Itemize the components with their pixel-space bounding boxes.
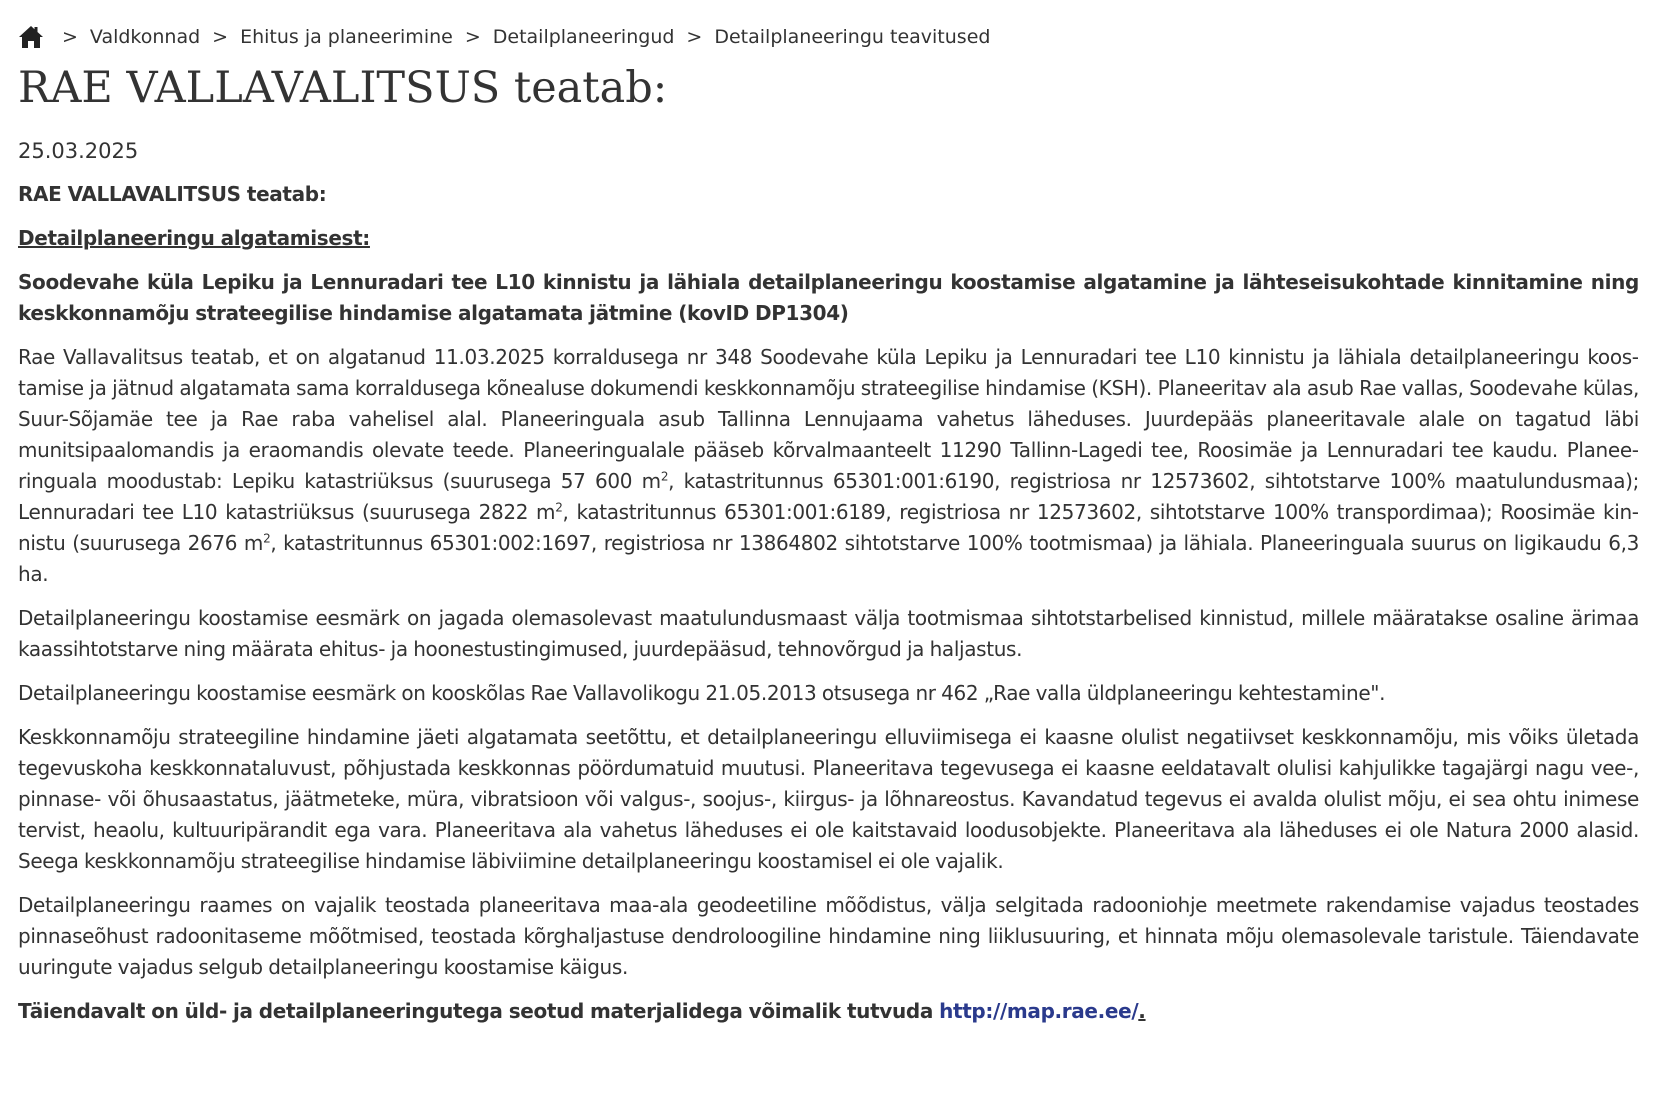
- closing-text: Täiendavalt on üld- ja detailplaneeringutega seotud materjalidega võimalik tutvuda: [18, 999, 940, 1023]
- article-lead: RAE VALLAVALITSUS teatab:: [18, 182, 327, 206]
- closing-paragraph: [18, 996, 1639, 1027]
- breadcrumb-item-detailplaneeringu-teavitused[interactable]: Detailplaneeringu teavitused: [714, 26, 991, 48]
- section-heading: Detailplaneeringu algatamisest:: [18, 226, 370, 250]
- superscript-unit: 2: [660, 469, 669, 484]
- breadcrumb-item-valdkonnad[interactable]: Valdkonnad: [89, 26, 201, 48]
- closing-tail: .: [1138, 999, 1146, 1023]
- breadcrumb-item-ehitus-ja-planeerimine[interactable]: Ehitus ja planeerimine: [240, 26, 453, 48]
- article-paragraph-2: Detailplaneeringu koostamise eesmärk on jagada olemasolevast maatulundusmaast välja tootmismaa sihtotstarbelised kinnistud, millele määratakse osaline ärimaa kaassihtotstarve ning määrata ehitus- ja hoonestustingimused, juurdepääsud, tehnovõrgud ja haljastus.: [18, 606, 1639, 661]
- breadcrumb-separator: >: [464, 26, 481, 48]
- page-title: RAE VALLAVALITSUS teatab:: [18, 63, 668, 113]
- article-paragraph-1: [18, 342, 1639, 590]
- breadcrumb: [18, 22, 1639, 52]
- superscript-unit: 2: [263, 531, 271, 546]
- superscript-unit: 2: [555, 500, 563, 515]
- breadcrumb-separator: >: [212, 26, 229, 48]
- article-paragraph-3: Detailplaneeringu koostamise eesmärk on kooskõlas Rae Vallavolikogu 21.05.2013 otsusega nr 462 „Rae valla üldplaneeringu kehtestamine".: [18, 681, 1386, 705]
- publish-date: 25.03.2025: [18, 139, 139, 163]
- map-link[interactable]: http://map.rae.ee/: [939, 999, 1139, 1023]
- paragraph-text: , katastritunnus 65301:001:6190, registriosa nr 12573602, sihtotstarve 100% maatulundusmaa); Lennuradari tee L10 katastriüksus (suurusega 2822 m: [18, 469, 1639, 524]
- paragraph-text: , katastritunnus 65301:002:1697, registriosa nr 13864802 sihtotstarve 100% tootmismaa) ja lähiala. Planeeringuala suurus on ligikaudu 6,3 ha.: [18, 531, 1639, 586]
- paragraph-text: Rae Vallavalitsus teatab, et on algatanud 11.03.2025 korraldusega nr 348 Soodevahe küla Lepiku ja Lennuradari tee L10 kinnistu ja lähiala detailplaneeringu koostamise ja jätnud algatamata sama korraldusega kõnealuse dokumendi keskkonnamõju strateegilise hindamise (KSH). Planeeritav ala asub Rae vallas, Soodevahe külas, Suur-Sõjamäe tee ja Rae raba vahelisel alal. Planeeringuala asub Tallinna Lennujaama vahetus läheduses. Juurdepääs planeeritavale alale on tagatud läbi munitsipaalomandis ja eraomandis olevate teede. Planeeringualale pääseb kõrvalmaanteelt 11290 Tallinn-Lagedi tee, Roosimäe ja Lennuradari tee kaudu. Planeeringuala moodustab: Lepiku katastriüksus (suurusega 57 600 m: [18, 345, 1639, 493]
- breadcrumb-item-detailplaneeringud[interactable]: Detailplaneeringud: [492, 26, 675, 48]
- home-icon[interactable]: [18, 25, 44, 49]
- article-subject: Soodevahe küla Lepiku ja Lennuradari tee L10 kinnistu ja lähiala detailplaneeringu koostamise algatamine ja lähteseisukohtade kinnitamine ning keskkonnamõju strateegilise hindamise algatamata jätmine (kovID DP1304): [18, 270, 1639, 325]
- breadcrumb-separator: >: [62, 26, 78, 48]
- breadcrumb-separator: >: [686, 26, 703, 48]
- article-paragraph-5: Detailplaneeringu raames on vajalik teostada planeeritava maa-ala geodeetiline mõõdistus, välja selgitada radooniohje meetmete rakendamise vajadus teostades pinnaseõhust radoonitaseme mõõtmised, teostada kõrghaljastuse dendroloogiline hindamine ning liiklusuuring, et hinnata mõju olemasolevale taristule. Täiendavate uuringute vajadus selgub detailplaneeringu koostamise käigus.: [18, 893, 1639, 979]
- article-paragraph-4: Keskkonnamõju strateegiline hindamine jäeti algatamata seetõttu, et detailplaneeringu elluviimisega ei kaasne olulist negatiivset keskkonnamõju, mis võiks ületada tegevuskoha keskkonnataluvust, põhjustada keskkonnas pöördumatuid muutusi. Planeeritava tegevusega ei kaasne eeldatavalt olulisi kahjulikke tagajärgi nagu vee-, pinnase- või õhusaastatus, jäätmeteke, müra, vibratsioon või valgus-, soojus-, kiirgus- ja lõhnareostus. Kavandatud tegevus ei avalda olulist mõju, ei sea ohtu inimese tervist, heaolu, kultuuripärandit ega vara. Planeeritava ala vahetus läheduses ei ole kaitstavaid loodusobjekte. Planeeritava ala läheduses ei ole Natura 2000 alasid. Seega keskkonnamõju strateegilise hindamise läbiviimine detailplaneeringu koostamisel ei ole vajalik.: [18, 725, 1639, 873]
- paragraph-text: , katastritunnus 65301:001:6189, registriosa nr 12573602, sihtotstarve 100% transpordimaa); Roosimäe kinnistu (suurusega 2676 m: [18, 500, 1639, 555]
